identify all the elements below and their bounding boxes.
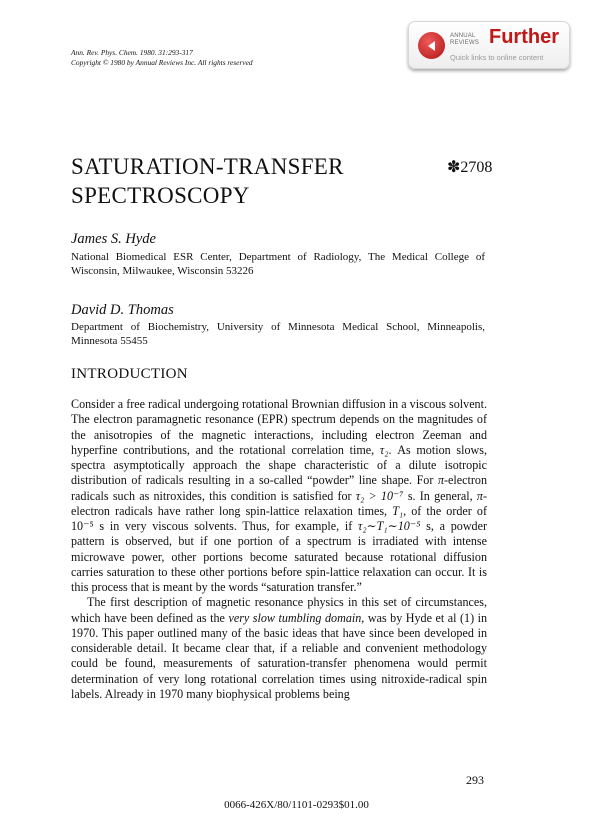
- journal-copyright: Copyright © 1980 by Annual Reviews Inc. All rights reserved: [71, 58, 253, 67]
- page-number: 293: [466, 773, 484, 787]
- article-code: ✽2708: [447, 159, 493, 176]
- author-name: James S. Hyde: [71, 231, 156, 247]
- author-affiliation: National Biomedical ESR Center, Department of Radiology, The Medical College of Wisconsin, Milwaukee, Wisconsin 53226: [71, 251, 485, 277]
- body-text: [71, 397, 487, 702]
- journal-citation: Ann. Rev. Phys. Chem. 1980. 31:293-317: [71, 48, 193, 57]
- paragraph: The first description of magnetic resonance physics in this set of circumstances, which have been defined as the very slow tumbling domain, was by Hyde et al (1) in 1970. This paper outlined many of the basic ideas that have since been developed in considerable detail. It became clear that, if a reliable and convenient methodology could be found, measurements of saturation-transfer phenomena would permit determination of very long rotational correlation times using nitroxide-radical spin labels. Already in 1970 many biophysical problems being: [71, 595, 488, 701]
- annual-reviews-further-badge[interactable]: [408, 21, 570, 69]
- author-name: David D. Thomas: [71, 302, 174, 318]
- author-affiliation: Department of Biochemistry, University of Minnesota Medical School, Minneapolis, Minnesota 55455: [71, 321, 485, 347]
- journal-header: [71, 48, 371, 68]
- play-left-icon: [418, 32, 445, 59]
- paragraph: Consider a free radical undergoing rotational Brownian diffusion in a viscous solvent. The electron paramagnetic resonance (EPR) spectrum depends on the magnitudes of the anisotropies of the magnetic interactions, including electron Zeeman and hyperfine contributions, and the rotational correlation time, τ₂. As motion slows, spectra asymptotically approach the shape characteristic of a dilute isotropic distribution of radicals resulting in a so-called “powder” line shape. For π-electron radicals such as nitroxides, this condition is satisfied for τ₂ > 10⁻⁷ s. In general, π-electron radicals have rather long spin-lattice relaxation times, T₁, of the order of 10⁻⁵ s in very viscous solvents. Thus, for example, if τ₂∼T₁∼10⁻⁵ s, a powder pattern is observed, but if one portion of a spectrum is irradiated with intense microwave power, other portions become saturated because rotational diffusion carries saturation to these other portions before spin-lattice relaxation can occur. It is this process that is meant by the words “saturation transfer.”: [71, 397, 487, 594]
- further-label: Further: [489, 26, 559, 48]
- article-title: SATURATION-TRANSFER SPECTROSCOPY: [71, 154, 344, 208]
- section-heading: INTRODUCTION: [71, 366, 188, 382]
- footer-code: 0066-426X/80/1101-0293$01.00: [224, 799, 369, 811]
- annual-reviews-logo-text: ANNUAL REVIEWS: [450, 33, 480, 46]
- badge-tagline: Quick links to online content: [450, 53, 544, 62]
